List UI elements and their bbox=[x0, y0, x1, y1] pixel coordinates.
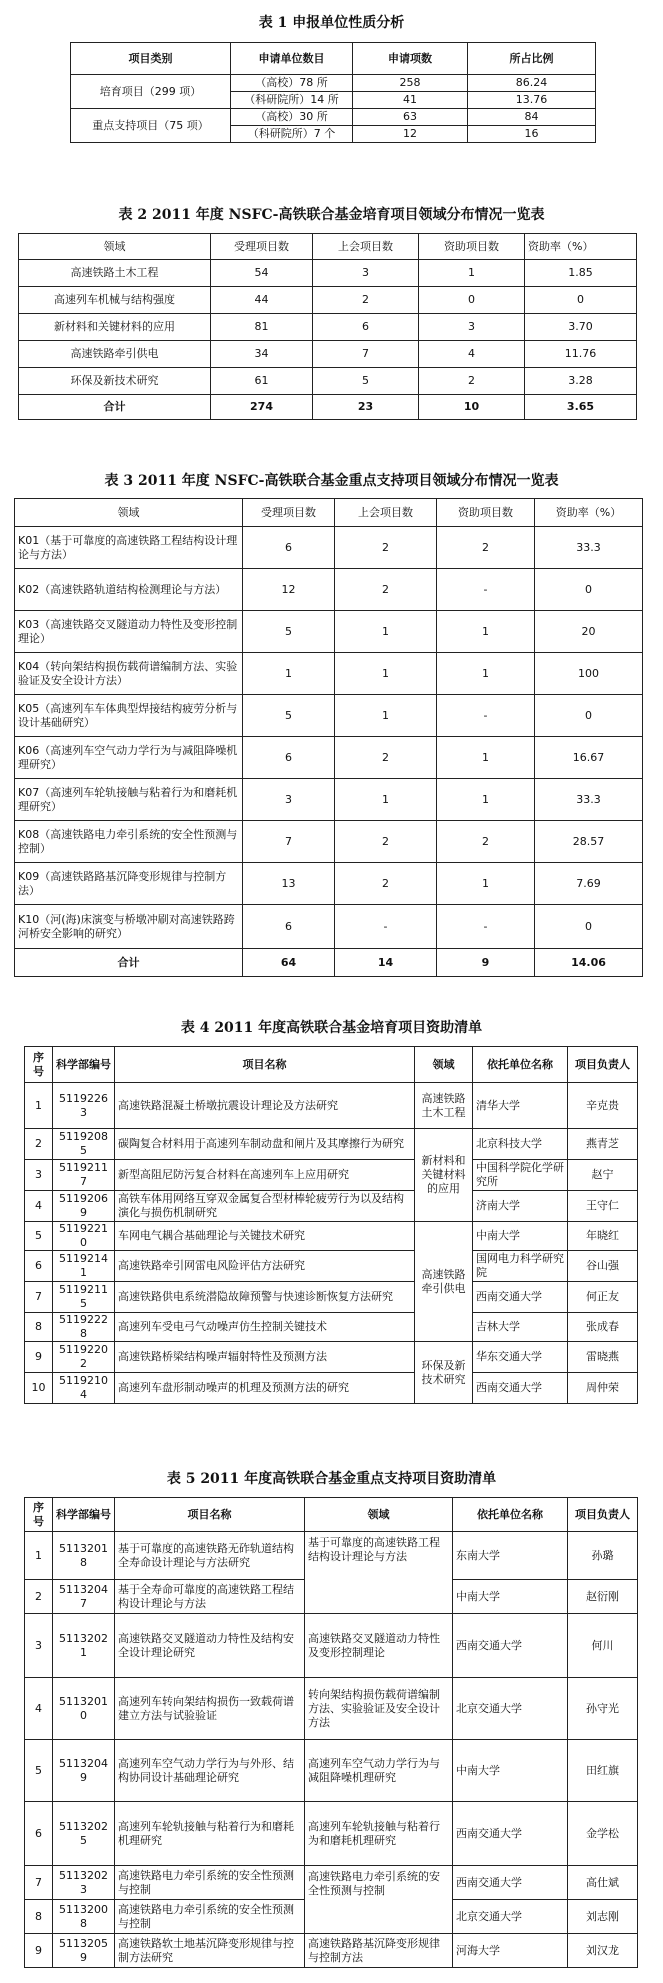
table-4-field: 环保及新技术研究 bbox=[415, 1342, 473, 1404]
table-5-leader: 刘汉龙 bbox=[568, 1934, 638, 1968]
table-3-cell: 1 bbox=[437, 863, 535, 905]
table-2-cell: 7 bbox=[313, 341, 419, 368]
table-5-field: 高速列车轮轨接触与粘着行为和磨耗机理研究 bbox=[305, 1802, 453, 1866]
table-5-header: 项目负责人 bbox=[568, 1498, 638, 1532]
table-2-total: 10 bbox=[419, 395, 525, 420]
table-3-cell: 2 bbox=[437, 527, 535, 569]
table-row bbox=[25, 1282, 638, 1313]
table-4-code: 51192104 bbox=[53, 1373, 115, 1404]
table-1-unit: （科研院所）7 个 bbox=[231, 126, 353, 143]
table-4-field: 新材料和关键材料的应用 bbox=[415, 1129, 473, 1222]
table-3-cell: 16.67 bbox=[535, 737, 643, 779]
table-5-unit: 西南交通大学 bbox=[453, 1802, 568, 1866]
table-2-cell: 3 bbox=[419, 314, 525, 341]
table-3-cell: K07（高速列车轮轨接触与粘着行为和磨耗机理研究） bbox=[15, 779, 243, 821]
table-2-cell: 61 bbox=[211, 368, 313, 395]
table-5-field: 高速铁路交叉隧道动力特性及变形控制理论 bbox=[305, 1614, 453, 1678]
table-5-code: 51132047 bbox=[53, 1580, 115, 1614]
table-4-name: 新型高阻尼防污复合材料在高速列车上应用研究 bbox=[115, 1160, 415, 1191]
table-3-cell: K09（高速铁路路基沉降变形规律与控制方法） bbox=[15, 863, 243, 905]
table-3-section bbox=[0, 470, 663, 490]
table-5-leader: 孙守光 bbox=[568, 1678, 638, 1740]
table-2-cell: 2 bbox=[419, 368, 525, 395]
table-3-cell: 33.3 bbox=[535, 527, 643, 569]
table-5-name: 高速列车空气动力学行为与外形、结构协同设计基础理论研究 bbox=[115, 1740, 305, 1802]
table-4-header-row bbox=[25, 1047, 638, 1083]
table-3-cell: 2 bbox=[335, 569, 437, 611]
table-5-field: 基于可靠度的高速铁路工程结构设计理论与方法 bbox=[305, 1532, 453, 1614]
table-2-header: 受理项目数 bbox=[211, 234, 313, 260]
table-5-field: 转向架结构损伤载荷谱编制方法、实验验证及安全设计方法 bbox=[305, 1678, 453, 1740]
table-1-count: 63 bbox=[353, 109, 468, 126]
table-row bbox=[25, 1191, 638, 1222]
table-3-cell: 6 bbox=[243, 737, 335, 779]
table-5-unit: 河海大学 bbox=[453, 1934, 568, 1968]
table-3-cell: 13 bbox=[243, 863, 335, 905]
table-3-cell: 6 bbox=[243, 527, 335, 569]
table-4-code: 51192263 bbox=[53, 1083, 115, 1129]
table-2-header-row bbox=[19, 234, 637, 260]
table-row bbox=[25, 1342, 638, 1373]
table-1-ratio: 16 bbox=[468, 126, 596, 143]
table-row bbox=[15, 779, 643, 821]
table-3-total: 14.06 bbox=[535, 949, 643, 977]
table-3-cell: 5 bbox=[243, 695, 335, 737]
table-4-section bbox=[0, 1017, 663, 1037]
table-3-cell: 3 bbox=[243, 779, 335, 821]
table-4-leader: 张成春 bbox=[568, 1313, 638, 1342]
table-4-unit: 中南大学 bbox=[473, 1222, 568, 1251]
table-3-cell: 2 bbox=[335, 863, 437, 905]
table-4-code: 51192085 bbox=[53, 1129, 115, 1160]
table-2-cell: 4 bbox=[419, 341, 525, 368]
table-4-no: 8 bbox=[25, 1313, 53, 1342]
table-5-field: 高速铁路电力牵引系统的安全性预测与控制 bbox=[305, 1866, 453, 1934]
table-1-header: 所占比例 bbox=[468, 43, 596, 75]
table-4-leader: 谷山强 bbox=[568, 1251, 638, 1282]
table-1-unit: （科研院所）14 所 bbox=[231, 92, 353, 109]
table-5-no: 2 bbox=[25, 1580, 53, 1614]
table-2-cell: 81 bbox=[211, 314, 313, 341]
table-4-code: 51192210 bbox=[53, 1222, 115, 1251]
table-4-no: 2 bbox=[25, 1129, 53, 1160]
table-row bbox=[15, 863, 643, 905]
table-4-code: 51192069 bbox=[53, 1191, 115, 1222]
table-5-code: 51132008 bbox=[53, 1900, 115, 1934]
table-3-cell: 7 bbox=[243, 821, 335, 863]
table-5-code: 51132023 bbox=[53, 1866, 115, 1900]
table-2-cell: 高速铁路牵引供电 bbox=[19, 341, 211, 368]
table-5-unit: 中南大学 bbox=[453, 1580, 568, 1614]
table-3-header: 领域 bbox=[15, 499, 243, 527]
table-3-cell: 2 bbox=[335, 821, 437, 863]
table-1-ratio: 84 bbox=[468, 109, 596, 126]
table-5-name: 高速铁路软土地基沉降变形规律与控制方法研究 bbox=[115, 1934, 305, 1968]
table-row bbox=[25, 1160, 638, 1191]
table-1-ratio: 13.76 bbox=[468, 92, 596, 109]
table-5-header-row bbox=[25, 1498, 638, 1532]
table-row bbox=[19, 260, 637, 287]
table-5-code: 51132049 bbox=[53, 1740, 115, 1802]
table-2-cell: 11.76 bbox=[525, 341, 637, 368]
table-1 bbox=[70, 42, 596, 143]
table-3-caption: 表 3 2011 年度 NSFC-高铁联合基金重点支持项目领域分布情况一览表 bbox=[104, 473, 559, 489]
table-row bbox=[19, 341, 637, 368]
table-4-unit: 清华大学 bbox=[473, 1083, 568, 1129]
table-5-leader: 田红旗 bbox=[568, 1740, 638, 1802]
table-4-name: 高速铁路混凝土桥墩抗震设计理论及方法研究 bbox=[115, 1083, 415, 1129]
table-1-caption: 表 1 申报单位性质分析 bbox=[258, 15, 405, 31]
table-5-header: 项目名称 bbox=[115, 1498, 305, 1532]
table-2-cell: 3.28 bbox=[525, 368, 637, 395]
table-3-total: 64 bbox=[243, 949, 335, 977]
table-4-leader: 王守仁 bbox=[568, 1191, 638, 1222]
table-4-no: 9 bbox=[25, 1342, 53, 1373]
table-4-field: 高速铁路牵引供电 bbox=[415, 1222, 473, 1342]
table-3-cell: K03（高速铁路交叉隧道动力特性及变形控制理论） bbox=[15, 611, 243, 653]
table-5-name: 基于可靠度的高速铁路无砟轨道结构全寿命设计理论与方法研究 bbox=[115, 1532, 305, 1580]
table-3-cell: 12 bbox=[243, 569, 335, 611]
table-3-cell: 7.69 bbox=[535, 863, 643, 905]
table-row bbox=[25, 1866, 638, 1900]
table-2-header: 领域 bbox=[19, 234, 211, 260]
table-3-header: 上会项目数 bbox=[335, 499, 437, 527]
table-3-cell: 100 bbox=[535, 653, 643, 695]
table-4-code: 51192228 bbox=[53, 1313, 115, 1342]
table-1-category: 培育项目（299 项） bbox=[71, 75, 231, 109]
table-4-name: 碳陶复合材料用于高速列车制动盘和闸片及其摩擦行为研究 bbox=[115, 1129, 415, 1160]
table-3-cell: K05（高速列车车体典型焊接结构疲劳分析与设计基础研究） bbox=[15, 695, 243, 737]
table-5-header: 领域 bbox=[305, 1498, 453, 1532]
table-3-cell: 1 bbox=[437, 611, 535, 653]
table-3-cell: 1 bbox=[243, 653, 335, 695]
table-5-unit: 北京交通大学 bbox=[453, 1678, 568, 1740]
table-3-header-row bbox=[15, 499, 643, 527]
table-row bbox=[25, 1251, 638, 1282]
table-3-header: 受理项目数 bbox=[243, 499, 335, 527]
table-5-no: 3 bbox=[25, 1614, 53, 1678]
table-row bbox=[25, 1934, 638, 1968]
table-5-no: 8 bbox=[25, 1900, 53, 1934]
table-4-no: 10 bbox=[25, 1373, 53, 1404]
table-3-cell: 20 bbox=[535, 611, 643, 653]
table-4-code: 51192141 bbox=[53, 1251, 115, 1282]
table-4-leader: 周仲荣 bbox=[568, 1373, 638, 1404]
table-3-cell: 1 bbox=[335, 653, 437, 695]
table-4-leader: 燕青芝 bbox=[568, 1129, 638, 1160]
table-3-cell: 0 bbox=[535, 695, 643, 737]
table-5-leader: 金学松 bbox=[568, 1802, 638, 1866]
table-4-name: 高速列车受电弓气动噪声仿生控制关键技术 bbox=[115, 1313, 415, 1342]
table-2-cell: 高速铁路土木工程 bbox=[19, 260, 211, 287]
table-2-caption: 表 2 2011 年度 NSFC-高铁联合基金培育项目领域分布情况一览表 bbox=[118, 207, 545, 223]
table-row bbox=[15, 653, 643, 695]
table-row bbox=[19, 287, 637, 314]
table-row bbox=[25, 1614, 638, 1678]
table-1-ratio: 86.24 bbox=[468, 75, 596, 92]
table-4-leader: 雷晓燕 bbox=[568, 1342, 638, 1373]
table-3-cell: 28.57 bbox=[535, 821, 643, 863]
table-4-no: 3 bbox=[25, 1160, 53, 1191]
table-row bbox=[15, 527, 643, 569]
table-3-cell: 0 bbox=[535, 569, 643, 611]
table-5-section bbox=[0, 1468, 663, 1488]
table-3 bbox=[14, 498, 643, 977]
table-2-cell: 3 bbox=[313, 260, 419, 287]
table-1-header: 申请项数 bbox=[353, 43, 468, 75]
table-row bbox=[71, 75, 596, 92]
table-5-leader: 孙璐 bbox=[568, 1532, 638, 1580]
table-4-no: 4 bbox=[25, 1191, 53, 1222]
table-4-code: 51192115 bbox=[53, 1282, 115, 1313]
table-5-header: 科学部编号 bbox=[53, 1498, 115, 1532]
table-row bbox=[25, 1083, 638, 1129]
table-5-name: 高速铁路电力牵引系统的安全性预测与控制 bbox=[115, 1866, 305, 1900]
table-3-cell: 1 bbox=[335, 611, 437, 653]
table-3-total: 合计 bbox=[15, 949, 243, 977]
table-5-no: 1 bbox=[25, 1532, 53, 1580]
table-5-unit: 北京交通大学 bbox=[453, 1900, 568, 1934]
table-5-code: 51132018 bbox=[53, 1532, 115, 1580]
table-5-no: 6 bbox=[25, 1802, 53, 1866]
table-3-cell: K02（高速铁路轨道结构检测理论与方法） bbox=[15, 569, 243, 611]
table-3-header: 资助率（%） bbox=[535, 499, 643, 527]
table-3-total: 9 bbox=[437, 949, 535, 977]
table-1-count: 12 bbox=[353, 126, 468, 143]
table-4-unit: 北京科技大学 bbox=[473, 1129, 568, 1160]
table-2-cell: 0 bbox=[525, 287, 637, 314]
table-5-name: 高速列车转向架结构损伤一致载荷谱建立方法与试验验证 bbox=[115, 1678, 305, 1740]
table-row bbox=[25, 1129, 638, 1160]
table-3-total-row bbox=[15, 949, 643, 977]
table-3-cell: K01（基于可靠度的高速铁路工程结构设计理论与方法） bbox=[15, 527, 243, 569]
table-4-no: 1 bbox=[25, 1083, 53, 1129]
table-5-code: 51132021 bbox=[53, 1614, 115, 1678]
table-2-cell: 5 bbox=[313, 368, 419, 395]
table-2-cell: 3.70 bbox=[525, 314, 637, 341]
table-2-total: 274 bbox=[211, 395, 313, 420]
table-2-cell: 高速列车机械与结构强度 bbox=[19, 287, 211, 314]
table-2-header: 资助率（%） bbox=[525, 234, 637, 260]
table-3-cell: 1 bbox=[335, 695, 437, 737]
table-4-leader: 年晓红 bbox=[568, 1222, 638, 1251]
table-1-unit: （高校）78 所 bbox=[231, 75, 353, 92]
table-4-header: 依托单位名称 bbox=[473, 1047, 568, 1083]
table-row bbox=[25, 1313, 638, 1342]
table-2-header: 上会项目数 bbox=[313, 234, 419, 260]
table-5-code: 51132010 bbox=[53, 1678, 115, 1740]
table-5-leader: 何川 bbox=[568, 1614, 638, 1678]
table-4-unit: 国网电力科学研究院 bbox=[473, 1251, 568, 1282]
table-4-unit: 吉林大学 bbox=[473, 1313, 568, 1342]
table-row bbox=[15, 821, 643, 863]
table-2-cell: 1 bbox=[419, 260, 525, 287]
table-5-unit: 西南交通大学 bbox=[453, 1614, 568, 1678]
table-4-name: 高速铁路牵引网雷电风险评估方法研究 bbox=[115, 1251, 415, 1282]
table-4-header: 项目名称 bbox=[115, 1047, 415, 1083]
table-4-name: 高速列车盘形制动噪声的机理及预测方法的研究 bbox=[115, 1373, 415, 1404]
table-4-leader: 辛克贵 bbox=[568, 1083, 638, 1129]
table-3-cell: 2 bbox=[335, 527, 437, 569]
table-3-cell: 1 bbox=[437, 653, 535, 695]
table-4-unit: 中国科学院化学研究所 bbox=[473, 1160, 568, 1191]
table-row bbox=[15, 569, 643, 611]
table-1-header: 申请单位数目 bbox=[231, 43, 353, 75]
table-5-unit: 东南大学 bbox=[453, 1532, 568, 1580]
table-1-section bbox=[0, 12, 663, 32]
table-1-category: 重点支持项目（75 项） bbox=[71, 109, 231, 143]
table-3-cell: 6 bbox=[243, 905, 335, 949]
table-5-field: 高速铁路路基沉降变形规律与控制方法 bbox=[305, 1934, 453, 1968]
table-row bbox=[25, 1532, 638, 1580]
table-4-unit: 西南交通大学 bbox=[473, 1373, 568, 1404]
table-1-header-row bbox=[71, 43, 596, 75]
table-4-leader: 何正友 bbox=[568, 1282, 638, 1313]
table-2-cell: 环保及新技术研究 bbox=[19, 368, 211, 395]
table-2-cell: 44 bbox=[211, 287, 313, 314]
table-3-cell: - bbox=[437, 569, 535, 611]
table-3-cell: K04（转向架结构损伤载荷谱编制方法、实验验证及安全设计方法） bbox=[15, 653, 243, 695]
table-3-cell: 1 bbox=[335, 779, 437, 821]
table-2-cell: 6 bbox=[313, 314, 419, 341]
table-4-no: 7 bbox=[25, 1282, 53, 1313]
table-4-header: 科学部编号 bbox=[53, 1047, 115, 1083]
table-4-unit: 西南交通大学 bbox=[473, 1282, 568, 1313]
table-2-total: 23 bbox=[313, 395, 419, 420]
table-4-leader: 赵宁 bbox=[568, 1160, 638, 1191]
table-2-cell: 新材料和关键材料的应用 bbox=[19, 314, 211, 341]
table-3-cell: 1 bbox=[437, 779, 535, 821]
table-row bbox=[25, 1740, 638, 1802]
table-4-no: 6 bbox=[25, 1251, 53, 1282]
table-2-total: 3.65 bbox=[525, 395, 637, 420]
table-5-name: 高速列车轮轨接触与粘着行为和磨耗机理研究 bbox=[115, 1802, 305, 1866]
table-4-header: 序号 bbox=[25, 1047, 53, 1083]
table-5-name: 高速铁路交叉隧道动力特性及结构安全设计理论研究 bbox=[115, 1614, 305, 1678]
table-3-cell: K08（高速铁路电力牵引系统的安全性预测与控制） bbox=[15, 821, 243, 863]
table-3-cell: 1 bbox=[437, 737, 535, 779]
table-3-cell: - bbox=[335, 905, 437, 949]
table-2-cell: 1.85 bbox=[525, 260, 637, 287]
table-4-code: 51192117 bbox=[53, 1160, 115, 1191]
table-2-cell: 0 bbox=[419, 287, 525, 314]
table-5-field: 高速列车空气动力学行为与减阻降噪机理研究 bbox=[305, 1740, 453, 1802]
table-4-header: 项目负责人 bbox=[568, 1047, 638, 1083]
table-5-header: 序号 bbox=[25, 1498, 53, 1532]
table-5-no: 9 bbox=[25, 1934, 53, 1968]
table-row bbox=[71, 109, 596, 126]
table-3-cell: 33.3 bbox=[535, 779, 643, 821]
table-1-count: 258 bbox=[353, 75, 468, 92]
table-row bbox=[15, 611, 643, 653]
table-3-cell: 2 bbox=[437, 821, 535, 863]
table-row bbox=[15, 905, 643, 949]
table-4-code: 51192202 bbox=[53, 1342, 115, 1373]
table-5-header: 依托单位名称 bbox=[453, 1498, 568, 1532]
table-4 bbox=[24, 1046, 638, 1404]
table-5-leader: 赵衍刚 bbox=[568, 1580, 638, 1614]
table-row bbox=[25, 1802, 638, 1866]
table-3-cell: - bbox=[437, 905, 535, 949]
table-5-code: 51132059 bbox=[53, 1934, 115, 1968]
table-row bbox=[15, 737, 643, 779]
table-4-unit: 济南大学 bbox=[473, 1191, 568, 1222]
table-3-cell: 0 bbox=[535, 905, 643, 949]
table-1-count: 41 bbox=[353, 92, 468, 109]
table-2-cell: 34 bbox=[211, 341, 313, 368]
table-2 bbox=[18, 233, 637, 420]
table-4-name: 高速铁路桥梁结构噪声辐射特性及预测方法 bbox=[115, 1342, 415, 1373]
table-4-field: 高速铁路土木工程 bbox=[415, 1083, 473, 1129]
table-4-name: 高铁车体用网络互穿双金属复合型材棒轮疲劳行为以及结构演化与损伤机制研究 bbox=[115, 1191, 415, 1222]
table-5-name: 基于全寿命可靠度的高速铁路工程结构设计理论与方法 bbox=[115, 1580, 305, 1614]
table-4-no: 5 bbox=[25, 1222, 53, 1251]
table-2-header: 资助项目数 bbox=[419, 234, 525, 260]
table-2-cell: 2 bbox=[313, 287, 419, 314]
table-4-unit: 华东交通大学 bbox=[473, 1342, 568, 1373]
table-4-name: 高速铁路供电系统潜隐故障预警与快速诊断恢复方法研究 bbox=[115, 1282, 415, 1313]
table-3-cell: K10（河(海)床演变与桥墩冲刷对高速铁路跨河桥安全影响的研究） bbox=[15, 905, 243, 949]
table-5-code: 51132025 bbox=[53, 1802, 115, 1866]
table-3-header: 资助项目数 bbox=[437, 499, 535, 527]
table-1-header: 项目类别 bbox=[71, 43, 231, 75]
table-5-no: 5 bbox=[25, 1740, 53, 1802]
table-2-total-row bbox=[19, 395, 637, 420]
table-2-total: 合计 bbox=[19, 395, 211, 420]
table-row bbox=[15, 695, 643, 737]
table-3-cell: - bbox=[437, 695, 535, 737]
table-3-cell: 2 bbox=[335, 737, 437, 779]
table-4-name: 车网电气耦合基础理论与关键技术研究 bbox=[115, 1222, 415, 1251]
table-1-unit: （高校）30 所 bbox=[231, 109, 353, 126]
table-3-cell: K06（高速列车空气动力学行为与减阻降噪机理研究） bbox=[15, 737, 243, 779]
table-3-total: 14 bbox=[335, 949, 437, 977]
table-5-name: 高速铁路电力牵引系统的安全性预测与控制 bbox=[115, 1900, 305, 1934]
table-5-leader: 高仕斌 bbox=[568, 1866, 638, 1900]
table-5-no: 7 bbox=[25, 1866, 53, 1900]
table-5-unit: 中南大学 bbox=[453, 1740, 568, 1802]
table-row bbox=[25, 1222, 638, 1251]
table-4-caption: 表 4 2011 年度高铁联合基金培育项目资助清单 bbox=[180, 1020, 483, 1036]
table-3-cell: 5 bbox=[243, 611, 335, 653]
table-row bbox=[25, 1678, 638, 1740]
table-4-header: 领域 bbox=[415, 1047, 473, 1083]
table-2-cell: 54 bbox=[211, 260, 313, 287]
table-5-unit: 西南交通大学 bbox=[453, 1866, 568, 1900]
table-5-leader: 刘志刚 bbox=[568, 1900, 638, 1934]
table-2-section bbox=[0, 204, 663, 224]
table-row bbox=[25, 1373, 638, 1404]
table-5-caption: 表 5 2011 年度高铁联合基金重点支持项目资助清单 bbox=[166, 1471, 497, 1487]
table-5 bbox=[24, 1497, 638, 1968]
table-row bbox=[19, 314, 637, 341]
table-5-no: 4 bbox=[25, 1678, 53, 1740]
table-row bbox=[19, 368, 637, 395]
